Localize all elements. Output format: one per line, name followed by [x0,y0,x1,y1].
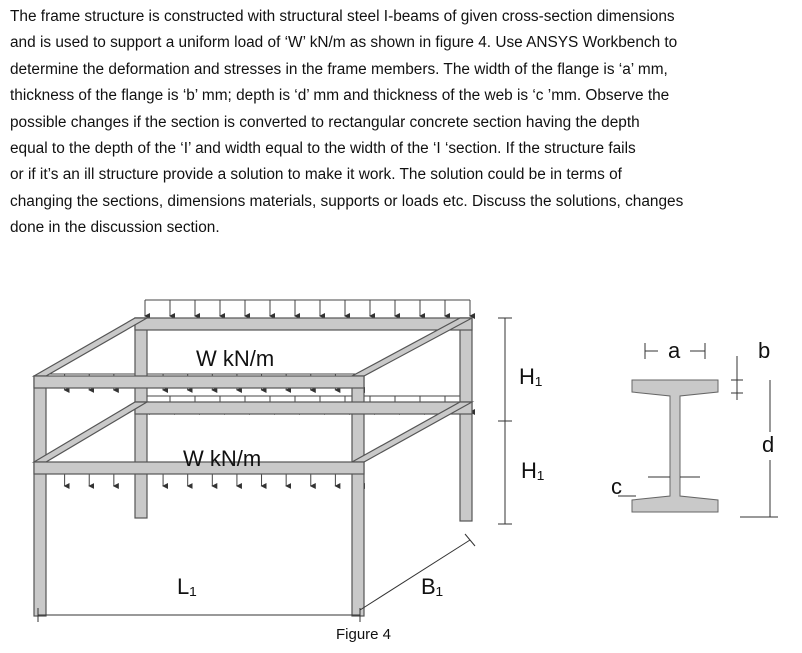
load-label-bottom: W kN/m [183,446,262,471]
section-label-c: c [611,474,622,499]
dim-label-l1: L₁ [177,574,197,599]
column-back-right [460,318,472,521]
problem-line: The frame structure is constructed with structural steel I-beams of given cross-section dimensions [10,8,675,25]
problem-line: done in the discussion section. [10,219,220,237]
problem-line: possible changes if the section is converted to rectangular concrete section having the depth [10,113,640,131]
load-label-top: W kN/m [196,346,275,371]
i-beam-shape [632,380,718,512]
section-label-b: b [758,338,771,363]
dim-label-h1-upper: H₁ [519,364,543,389]
beam-top-front [34,376,364,388]
problem-line: thickness of the flange is ‘b’ mm; depth is ‘d’ mm and thickness of the web is ‘c ’mm. Observe the [10,87,670,105]
section-dimensions [618,343,778,517]
problem-line: equal to the depth of the ‘I’ and width equal to the width of the ‘I ‘section. If the structure fails [10,140,636,158]
problem-line: changing the sections, dimensions materials, supports or loads etc. Discuss the solutions, changes [10,192,684,210]
beam-top-side-left [34,318,147,376]
problem-line: determine the deformation and stresses in the frame members. The width of the flange is ‘a’ mm, [10,60,668,78]
figure-caption: Figure 4 [336,626,392,643]
column-front-left [34,376,46,616]
problem-line: and is used to support a uniform load of ‘W’ kN/m as shown in figure 4. Use ANSYS Workbench to [10,34,678,52]
beam-top-back [135,318,472,330]
beam-lower-side-left [34,402,147,462]
beam-lower-back [135,402,472,414]
dim-label-h1-lower: H₁ [521,458,545,483]
section-label-a: a [668,338,681,363]
problem-line: or if it’s an ill structure provide a solution to make it work. The solution could be in terms of [10,166,622,184]
column-back-left [135,318,147,518]
section-label-d: d [762,432,775,457]
dim-label-b1: B₁ [421,574,444,599]
i-beam-section [611,338,778,517]
